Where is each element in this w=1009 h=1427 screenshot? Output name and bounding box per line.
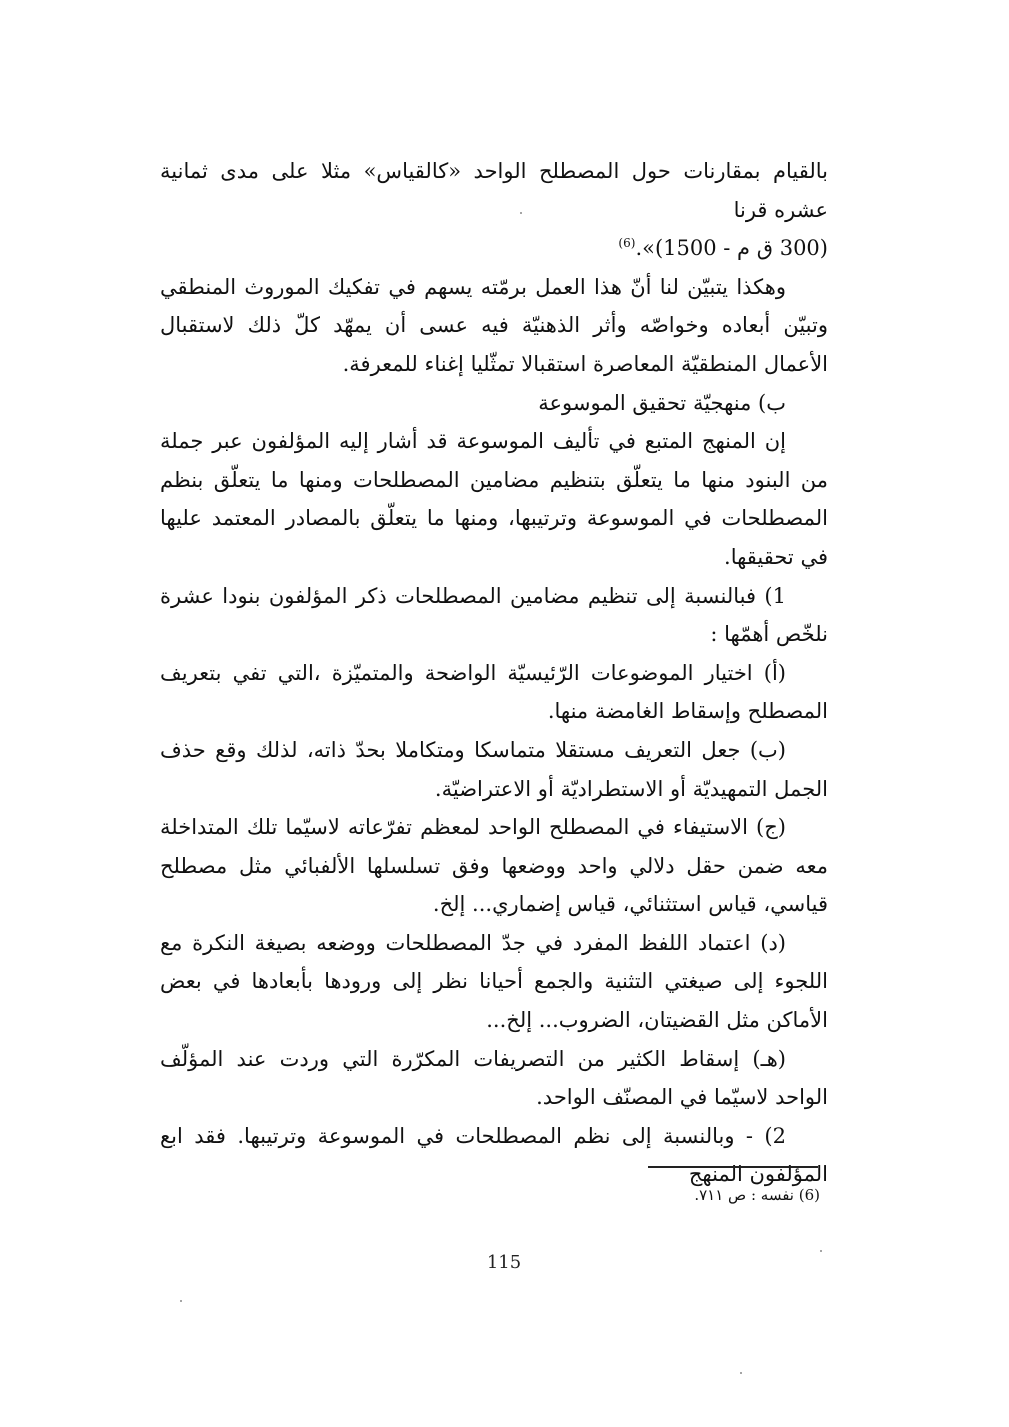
scan-speck: [520, 212, 522, 214]
paragraph-2: وهكذا يتبيّن لنا أنّ هذا العمل برمّته يسهم في تفكيك الموروث المنطقي وتبيّن أبعاده وخواصّه وأثر الذهنيّة فيه عسى أن يمهّد كلّ ذلك لاستقبال الأعمال المنطقيّة المعاصرة استقبالا تمثّليا إغناء للمعرفة.: [160, 274, 828, 376]
footnote: (6) نفسه : ص ٧١١.: [694, 1186, 820, 1204]
paragraph-1-line-2: (300 ق م - 1500)».: [635, 236, 828, 261]
paragraph-3: إن المنهج المتبع في تأليف الموسوعة قد أشار إليه المؤلفون عبر جملة من البنود منها ما يتعلّق بتنظيم مضامين المصطلحات ومنها ما يتعلّق بنظم المصطلحات في الموسوعة وترتيبها، ومنها ما يتعلّق بالمصادر المعتمد عليها في تحقيقها.: [160, 429, 828, 569]
footnote-divider: [648, 1166, 818, 1168]
list-item-c: (ج) الاستيفاء في المصطلح الواحد لمعظم تفرّعاته لاسيّما تلك المتداخلة معه ضمن حقل دلالي واحد ووضعها وفق تسلسلها الألفبائي مثل مصطلح قياسي، قياس استثنائي، قياس إضماري... إلخ.: [160, 815, 828, 917]
scan-speck: [740, 1372, 742, 1374]
scan-speck: [180, 1300, 182, 1302]
list-item-a: (أ) اختيار الموضوعات الرّئيسيّة الواضحة والمتميّزة ،التي تفي بتعريف المصطلح وإسقاط الغامضة منها.: [160, 660, 828, 724]
list-item-h: (هـ) إسقاط الكثير من التصريفات المكرّرة التي وردت عند المؤلّف الواحد لاسيّما في المصنّف الواحد.: [160, 1046, 828, 1110]
list-item-d: (د) اعتماد اللفظ المفرد في جدّ المصطلحات ووضعه بصيغة النكرة مع اللجوء إلى صيغتي التثنية والجمع أحيانا نظر إلى ورودها بأبعادها في بعض الأماكن مثل القضيتان، الضروب... إلخ...: [160, 930, 828, 1033]
list-item-b: (ب) جعل التعريف مستقلا متماسكا ومتكاملا بحدّ ذاته، لذلك وقع حذف الجمل التمهيديّة أو الاستطراديّة أو الاعتراضيّة.: [160, 737, 828, 801]
paragraph-1: [160, 152, 828, 268]
footnote-reference: (6): [618, 236, 636, 251]
section-heading: ب) منهجيّة تحقيق الموسوعة: [538, 390, 786, 415]
paragraph-4: 1) فبالنسبة إلى تنظيم مضامين المصطلحات ذكر المؤلفون بنودا عشرة نلخّص أهمّها :: [160, 583, 828, 647]
paragraph-5: 2) - وبالنسبة إلى نظم المصطلحات في الموسوعة وترتيبها. فقد ابع المؤلفون المنهج: [160, 1123, 828, 1187]
scan-speck: [820, 1250, 822, 1252]
paragraph-1-line-1: بالقيام بمقارنات حول المصطلح الواحد «كالقياس» مثلا على مدى ثمانية عشره قرنا: [160, 159, 828, 222]
page-number: 115: [486, 1252, 522, 1273]
body-text: [160, 152, 828, 1194]
